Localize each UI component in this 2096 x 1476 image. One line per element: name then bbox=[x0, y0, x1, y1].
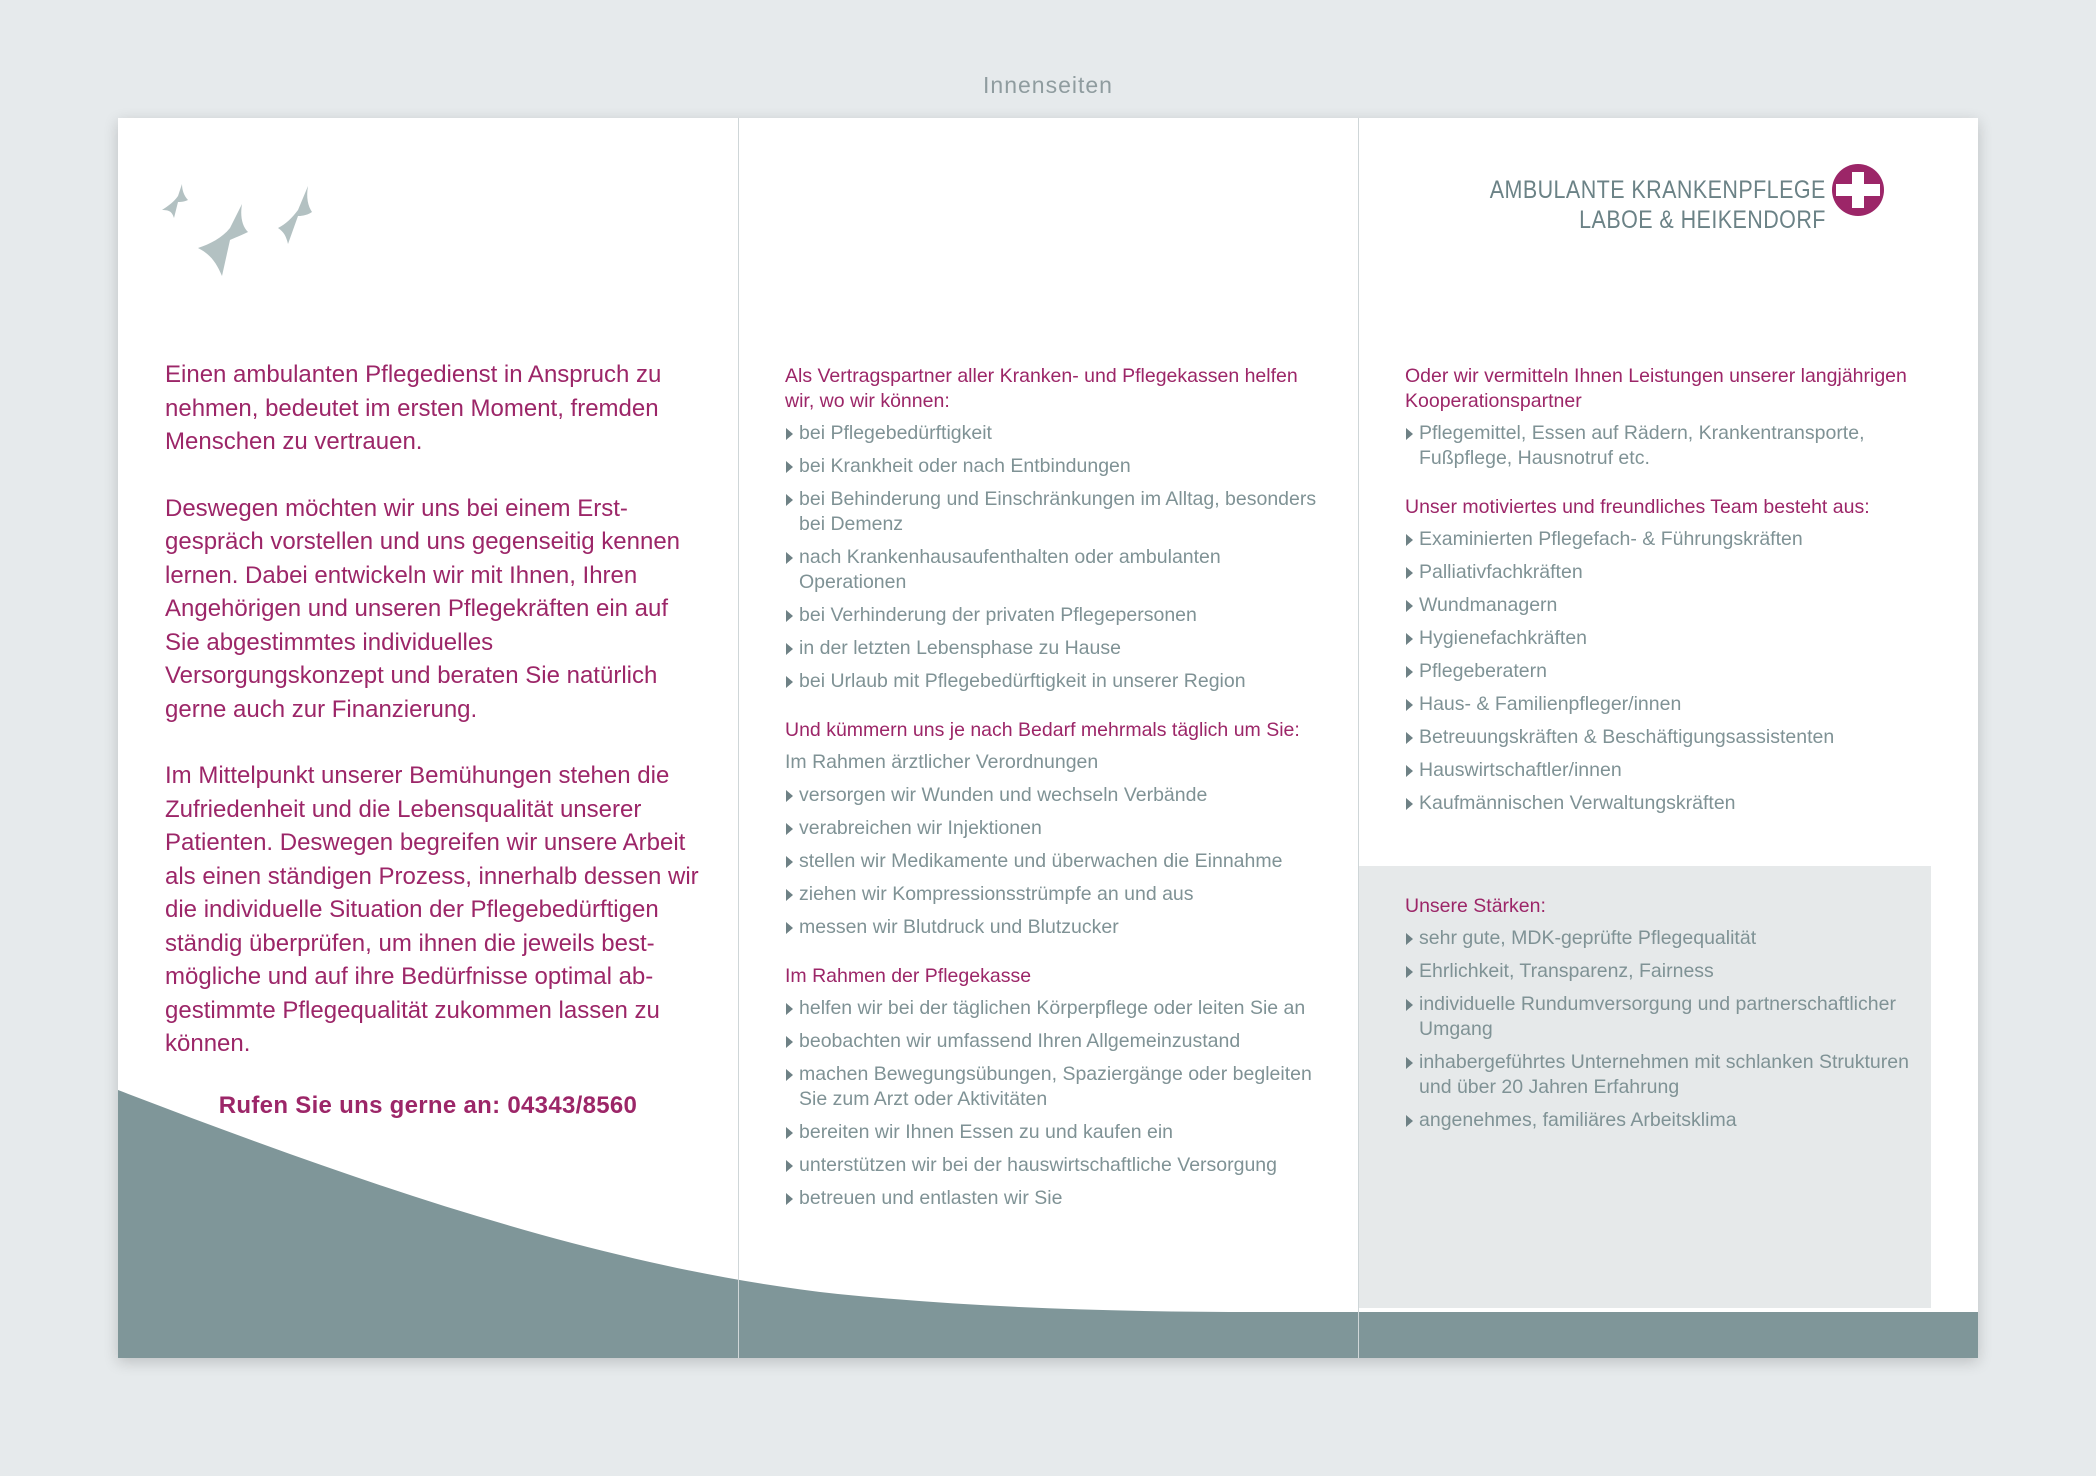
list-item: Pflegeberatern bbox=[1405, 659, 1945, 684]
list-item: inhabergeführtes Unternehmen mit schlanken Strukturen und über 20 Jahren Erfahrung bbox=[1405, 1050, 1925, 1100]
list-item: betreuen und entlasten wir Sie bbox=[785, 1186, 1325, 1211]
services-group-2 bbox=[785, 718, 1325, 940]
list-item: unterstützen wir bei der hauswirtschaftliche Versorgung bbox=[785, 1153, 1325, 1178]
list-item: Pflegemittel, Essen auf Rädern, Krankentransporte, Fußpflege, Hausnotruf etc. bbox=[1405, 421, 1945, 471]
list-item: machen Bewegungsübungen, Spaziergänge oder begleiten Sie zum Arzt oder Aktivitäten bbox=[785, 1062, 1325, 1112]
services-group-3 bbox=[785, 964, 1325, 1211]
list-item: bei Verhinderung der privaten Pflegepersonen bbox=[785, 603, 1325, 628]
bullet-list bbox=[1405, 421, 1945, 471]
company-logo bbox=[1489, 162, 1932, 252]
list-item: bei Krankheit oder nach Entbindungen bbox=[785, 454, 1325, 479]
bullet-list bbox=[1405, 926, 1925, 1133]
team-column bbox=[1405, 364, 1945, 840]
partners-group bbox=[1405, 364, 1945, 471]
services-group-1 bbox=[785, 364, 1325, 694]
intro-paragraph-2: Deswegen möchten wir uns bei einem Erstgespräch vorstellen und uns gegenseitig kennen lernen. Dabei entwickeln wir mit Ihnen, Ihren Angehörigen und unseren Pflegekräften ein auf Sie abgestimmtes individuelles Versorgungskonzept und beraten Sie natürlich gerne auch zur Finanzierung. bbox=[165, 494, 681, 723]
list-item: Haus- & Familienpfleger/innen bbox=[1405, 692, 1945, 717]
list-item: Kaufmännischen Verwaltungskräften bbox=[1405, 791, 1945, 816]
list-item: Ehrlichkeit, Transparenz, Fairness bbox=[1405, 959, 1925, 984]
list-item: Examinierten Pflegefach- & Führungskräften bbox=[1405, 527, 1945, 552]
team-group bbox=[1405, 495, 1945, 816]
list-item: bereiten wir Ihnen Essen zu und kaufen ein bbox=[785, 1120, 1325, 1145]
group-heading: Und kümmern uns je nach Bedarf mehrmals täglich um Sie: bbox=[785, 719, 1300, 741]
list-item: Betreuungskräften & Beschäftigungsassistenten bbox=[1405, 725, 1945, 750]
bullet-list bbox=[1405, 527, 1945, 816]
list-item: Palliativfachkräften bbox=[1405, 560, 1945, 585]
birds-icon bbox=[160, 166, 330, 286]
list-item: beobachten wir umfassend Ihren Allgemeinzustand bbox=[785, 1029, 1325, 1054]
strengths-list bbox=[1405, 894, 1925, 1141]
brochure-inner-spread bbox=[118, 118, 1978, 1358]
services-column bbox=[785, 364, 1325, 1235]
bullet-list bbox=[785, 783, 1325, 940]
group-heading: Im Rahmen der Pflegekasse bbox=[785, 965, 1032, 987]
bullet-list bbox=[785, 421, 1325, 694]
group-subline: Im Rahmen ärztlicher Verordnungen bbox=[785, 751, 1099, 773]
fold-line-right bbox=[1358, 118, 1359, 1358]
fold-line-left bbox=[738, 118, 739, 1358]
group-heading: Oder wir vermitteln Ihnen Leistungen unserer langjährigen Kooperationspartner bbox=[1405, 365, 1907, 412]
list-item: Hygienefachkräften bbox=[1405, 626, 1945, 651]
list-item: individuelle Rundumversorgung und partnerschaftlicher Umgang bbox=[1405, 992, 1925, 1042]
list-item: bei Pflegebedürftigkeit bbox=[785, 421, 1325, 446]
call-to-action: Rufen Sie uns gerne an: 04343/8560 bbox=[218, 1092, 638, 1119]
intro-paragraph-3: Im Mittelpunkt unserer Bemühungen stehen die Zufriedenheit und die Lebensqualität unserer Patienten. Deswegen begreifen wir unsere Arbeit als einen ständigen Prozess, innerhalb dessen wir die individuelle Situation der Pflegebedürftigen ständig überprüfen, um ihnen die jeweils bestmögliche und auf ihre Bedürfnisse optimal abgestimmte Pflegequalität zukommen lassen zu können. bbox=[165, 762, 699, 1057]
list-item: ziehen wir Kompressionsstrümpfe an und aus bbox=[785, 882, 1325, 907]
intro-paragraph-1: Einen ambulanten Pflegedienst in Anspruch zu nehmen, bedeutet im ersten Moment, fremden Menschen zu vertrauen. bbox=[165, 361, 662, 455]
intro-text bbox=[165, 358, 705, 1094]
logo-line1: AMBULANTE KRANKENPFLEGE bbox=[1489, 176, 1826, 204]
page-label: Innenseiten bbox=[983, 72, 1113, 98]
logo-line2: LABOE & HEIKENDORF bbox=[1579, 206, 1826, 234]
list-item: helfen wir bei der täglichen Körperpflege oder leiten Sie an bbox=[785, 996, 1325, 1021]
list-item: stellen wir Medikamente und überwachen die Einnahme bbox=[785, 849, 1325, 874]
list-item: sehr gute, MDK-geprüfte Pflegequalität bbox=[1405, 926, 1925, 951]
list-item: in der letzten Lebensphase zu Hause bbox=[785, 636, 1325, 661]
cross-icon bbox=[1830, 162, 1886, 218]
list-item: angenehmes, familiäres Arbeitsklima bbox=[1405, 1108, 1925, 1133]
list-item: bei Behinderung und Einschränkungen im Alltag, besonders bei Demenz bbox=[785, 487, 1325, 537]
group-heading: Unser motiviertes und freundliches Team besteht aus: bbox=[1405, 496, 1870, 518]
list-item: verabreichen wir Injektionen bbox=[785, 816, 1325, 841]
list-item: messen wir Blutdruck und Blutzucker bbox=[785, 915, 1325, 940]
list-item: Wundmanagern bbox=[1405, 593, 1945, 618]
list-item: bei Urlaub mit Pflegebedürftigkeit in unserer Region bbox=[785, 669, 1325, 694]
group-heading: Als Vertragspartner aller Kranken- und Pflegekassen helfen wir, wo wir können: bbox=[785, 365, 1298, 412]
list-item: Hauswirtschaftler/innen bbox=[1405, 758, 1945, 783]
bullet-list bbox=[785, 996, 1325, 1211]
list-item: nach Krankenhausaufenthalten oder ambulanten Operationen bbox=[785, 545, 1325, 595]
group-heading: Unsere Stärken: bbox=[1405, 895, 1546, 917]
list-item: versorgen wir Wunden und wechseln Verbände bbox=[785, 783, 1325, 808]
